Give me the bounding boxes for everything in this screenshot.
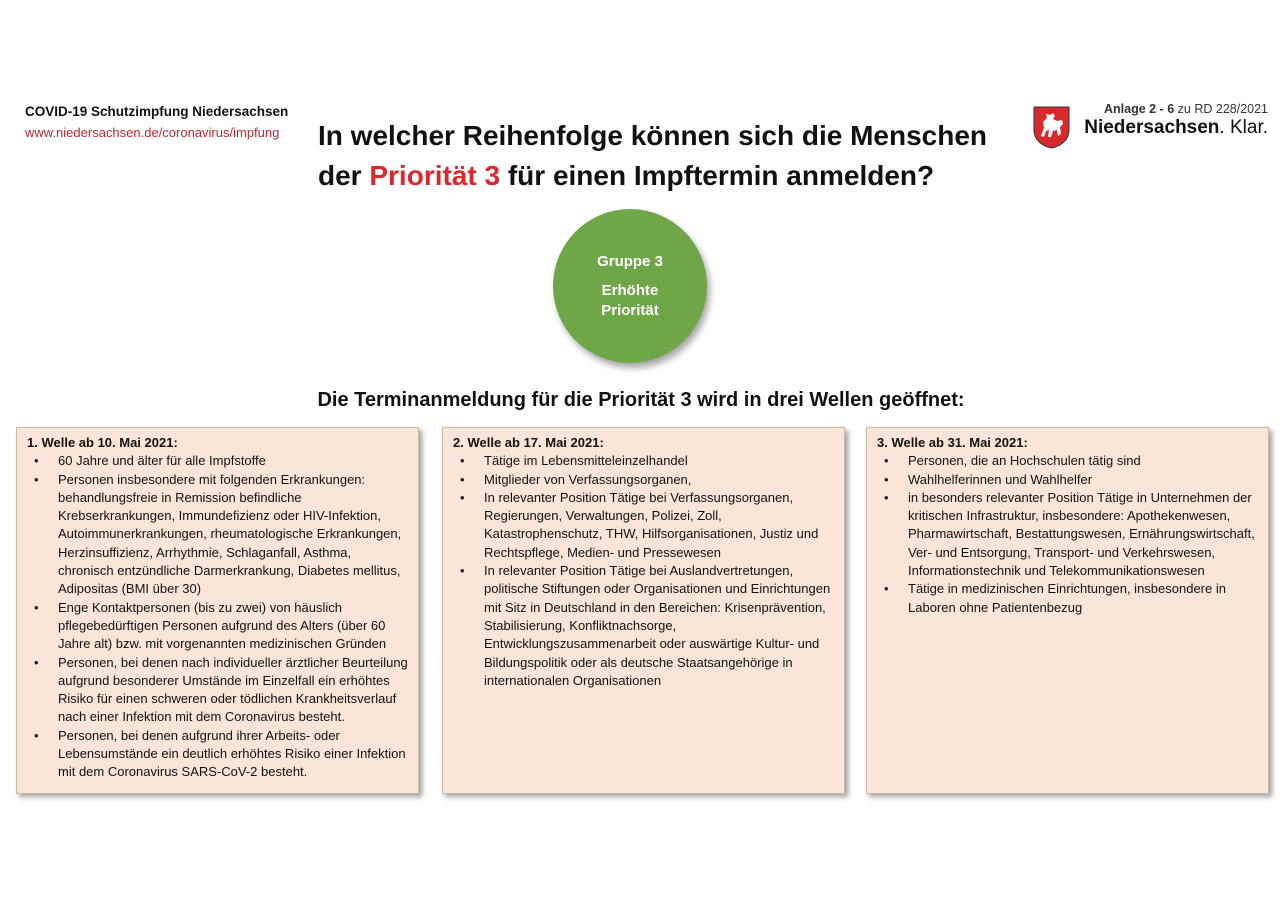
list-item: • Mitglieder von Verfassungsorganen,	[453, 471, 836, 489]
brand-logo-text: Niedersachsen. Klar.	[1084, 117, 1268, 138]
wave-1-list	[27, 452, 410, 781]
list-item: • Tätige in medizinischen Einrichtungen, insbesondere in Laboren ohne Patientenbezug	[877, 580, 1260, 617]
priority-highlight: Priorität 3	[369, 160, 501, 191]
list-item: • Personen, bei denen nach individueller ärztlicher Beurteilung aufgrund besonderer Umstände im Einzelfall ein erhöhtes Risiko für einen schweren oder tödlichen Krankheitsverlauf nach einer Infektion mit dem Coronavirus besteht.	[27, 654, 410, 727]
wave-2-box	[442, 427, 845, 794]
list-item: • Wahlhelferinnen und Wahlhelfer	[877, 471, 1260, 489]
wave-3-heading: 3. Welle ab 31. Mai 2021:	[877, 435, 1028, 450]
wave-3-box	[866, 427, 1269, 794]
wave-2-list	[453, 452, 836, 690]
list-item: • Tätige im Lebensmitteleinzelhandel	[453, 452, 836, 470]
wave-2-heading: 2. Welle ab 17. Mai 2021:	[453, 435, 604, 450]
list-item: • 60 Jahre und älter für alle Impfstoffe	[27, 452, 410, 470]
list-item: • In relevanter Position Tätige bei Auslandvertretungen, politische Stiftungen oder Organisationen und Einrichtungen mit Sitz in Deutschland in den Bereichen: Krisenprävention, Stabilisierung, Konfliktnachsorge, Entwicklungszusammenarbeit oder auswärtige Kultur- und Bildungspolitik oder als deutsche Staatsangehörige in internationalen Organisationen	[453, 562, 836, 690]
wave-1-heading: 1. Welle ab 10. Mai 2021:	[27, 435, 178, 450]
header-left	[25, 104, 288, 140]
program-title: COVID-19 Schutzimpfung Niedersachsen	[25, 104, 289, 119]
list-item: • In relevanter Position Tätige bei Verfassungsorganen, Regierungen, Verwaltungen, Polizei, Zoll, Katastrophenschutz, THW, Hilfsorganisationen, Justiz und Rechtspflege, Medien- und Pressewesen	[453, 489, 836, 562]
page-title-line2: der Priorität 3 für einen Impftermin anmelden?	[318, 160, 935, 191]
attachment-reference: Anlage 2 - 6 zu RD 228/2021	[1104, 102, 1268, 116]
website-link[interactable]: www.niedersachsen.de/coronavirus/impfung	[25, 125, 280, 140]
list-item: • Personen, bei denen aufgrund ihrer Arbeits- oder Lebensumstände ein deutlich erhöhtes Risiko einer Infektion mit dem Coronavirus SARS-CoV-2 besteht.	[27, 727, 410, 782]
list-item: • Enge Kontaktpersonen (bis zu zwei) von häuslich pflegebedürftigen Personen aufgrund des Alters (über 60 Jahre alt) bzw. mit vorgenannten medizinischen Gründen	[27, 599, 410, 654]
priority-group-circle	[553, 209, 707, 363]
list-item: • Personen insbesondere mit folgenden Erkrankungen: behandlungsfreie in Remission befindliche Krebserkrankungen, Immundefizienz oder HIV-Infektion, Autoimmunerkrankungen, rheumatologische Erkrankungen, Herzinsuffizienz, Arrhythmie, Schlaganfall, Asthma, chronisch entzündliche Darmerkrankung, Diabetes mellitus, Adipositas (BMI über 30)	[27, 471, 410, 599]
priority-label: Erhöhte Priorität	[601, 282, 659, 319]
list-item: • in besonders relevanter Position Tätige in Unternehmen der kritischen Infrastruktur, insbesondere: Apothekenwesen, Pharmawirtschaft, Bestattungswesen, Ernährungswirtschaft, Ver- und Entsorgung, Transport- und Verkehrswesen, Informationstechnik und Telekommunikationswesen	[877, 489, 1260, 580]
header-right	[1018, 102, 1268, 139]
page-title	[318, 116, 1018, 196]
group-label: Gruppe 3	[597, 253, 663, 270]
list-item: • Personen, die an Hochschulen tätig sind	[877, 452, 1260, 470]
section-subtitle: Die Terminanmeldung für die Priorität 3 wird in drei Wellen geöffnet:	[317, 389, 965, 411]
page-title-line1: In welcher Reihenfolge können sich die Menschen	[318, 120, 988, 151]
wave-3-list	[877, 452, 1260, 617]
wave-1-box	[16, 427, 419, 794]
